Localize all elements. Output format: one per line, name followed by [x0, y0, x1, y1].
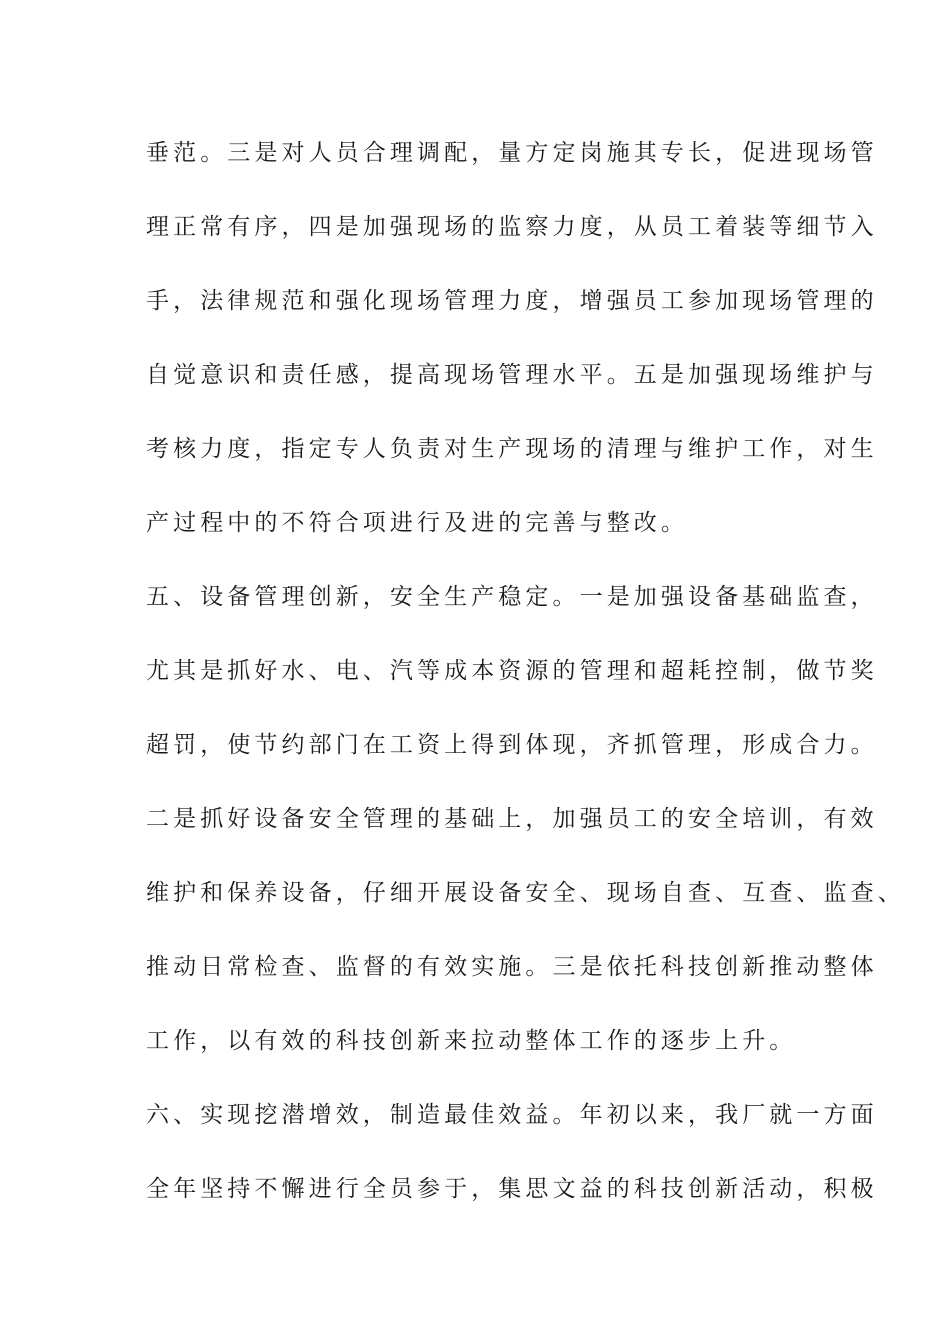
text-line: 全年坚持不懈进行全员参于，集思文益的科技创新活动，积极	[146, 1176, 878, 1202]
text-line: 超罚，使节约部门在工资上得到体现，齐抓管理，形成合力。	[146, 732, 878, 758]
text-line: 二是抓好设备安全管理的基础上，加强员工的安全培训，有效	[146, 806, 878, 832]
section-heading-line: 五、设备管理创新，安全生产稳定。一是加强设备基础监查，	[146, 584, 878, 610]
text-line: 手，法律规范和强化现场管理力度，增强员工参加现场管理的	[146, 288, 878, 314]
text-line: 推动日常检查、监督的有效实施。三是依托科技创新推动整体	[146, 954, 878, 980]
text-line: 维护和保养设备，仔细开展设备安全、现场自查、互查、监查、	[146, 880, 905, 906]
text-line: 自觉意识和责任感，提高现场管理水平。五是加强现场维护与	[146, 362, 878, 388]
body-text	[146, 131, 905, 1241]
text-line: 产过程中的不符合项进行及进的完善与整改。	[146, 510, 688, 536]
text-line: 垂范。三是对人员合理调配，量方定岗施其专长，促进现场管	[146, 140, 878, 166]
text-line: 工作，以有效的科技创新来拉动整体工作的逐步上升。	[146, 1028, 797, 1054]
section-heading-line: 六、实现挖潜增效，制造最佳效益。年初以来，我厂就一方面	[146, 1102, 878, 1128]
text-line: 考核力度，指定专人负责对生产现场的清理与维护工作，对生	[146, 436, 878, 462]
text-line: 尤其是抓好水、电、汽等成本资源的管理和超耗控制，做节奖	[146, 658, 878, 684]
text-line: 理正常有序，四是加强现场的监察力度，从员工着装等细节入	[146, 214, 878, 240]
